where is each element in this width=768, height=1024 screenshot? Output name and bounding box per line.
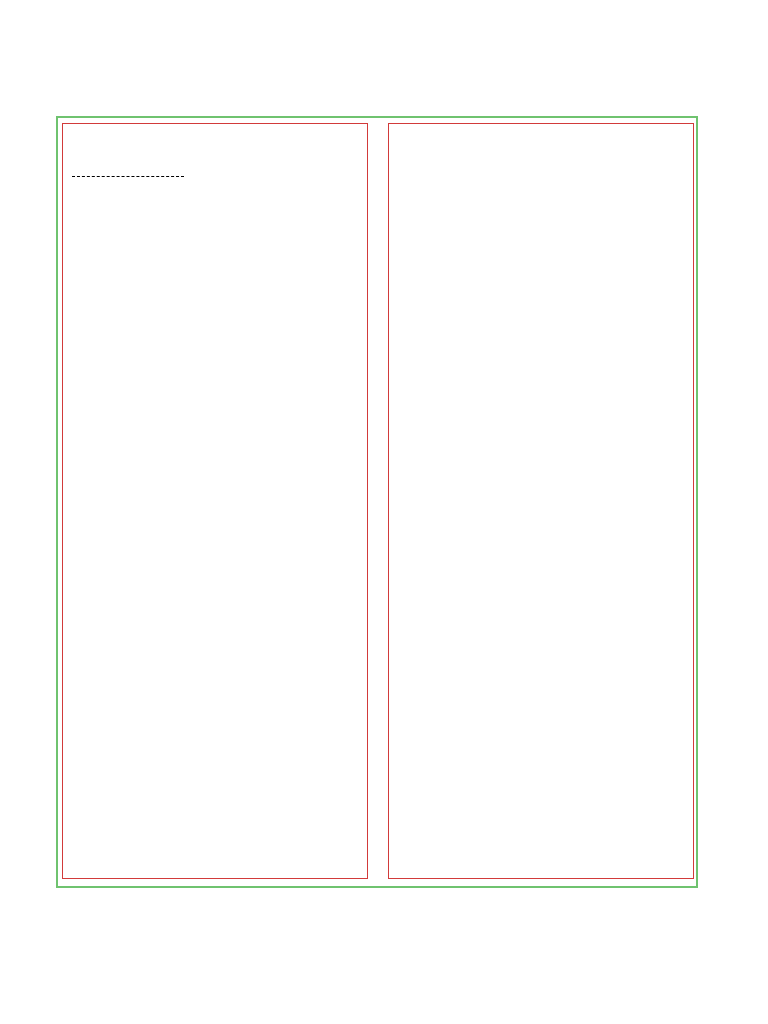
- section-divider: [72, 176, 184, 177]
- left-column: [62, 123, 368, 879]
- right-column: [388, 123, 694, 879]
